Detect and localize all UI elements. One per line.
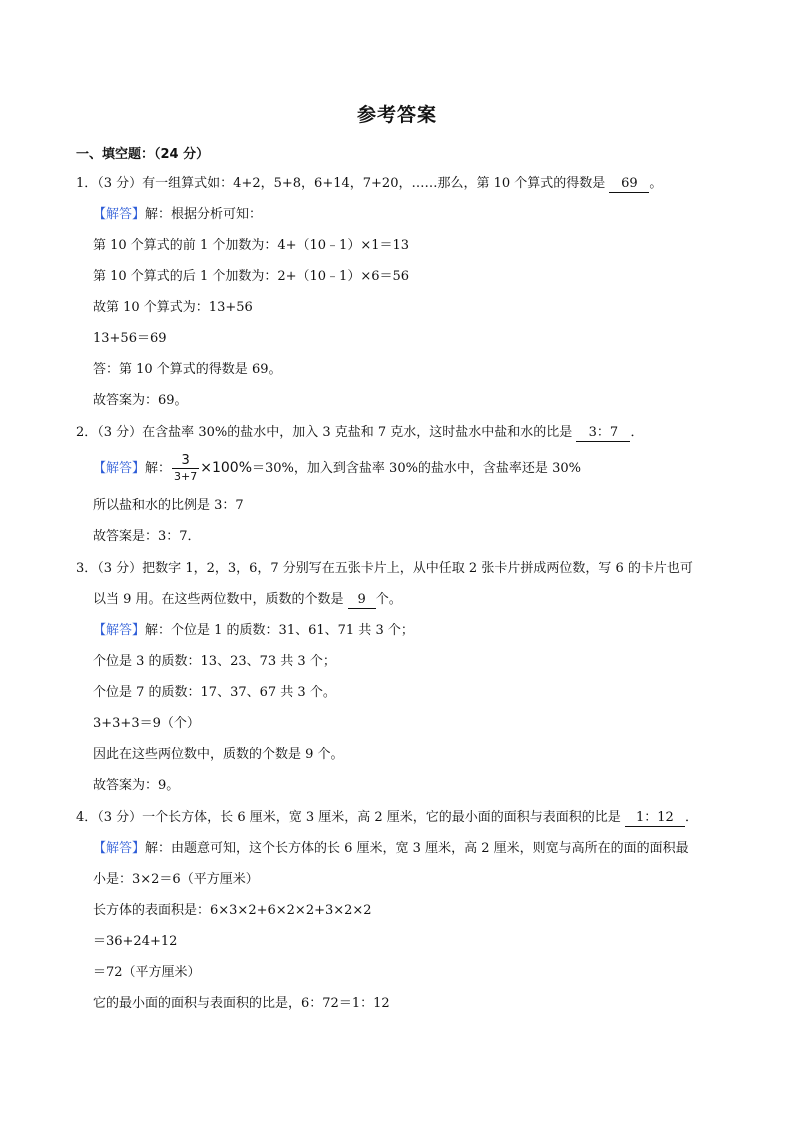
solution-line: 故答案为：9。 xyxy=(93,778,180,793)
question-number: 1． xyxy=(76,176,98,191)
question-end: 个。 xyxy=(375,592,402,607)
solution-line: 3+3+3＝9（个） xyxy=(93,716,200,731)
solution-line: 13+56＝69 xyxy=(93,331,167,346)
solution-line: 故答案为：69。 xyxy=(93,393,188,408)
fraction-denominator: 3+7 xyxy=(174,470,198,483)
question-text: （3 分）把数字 1，2，3，6，7 分别写在五张卡片上，从中任取 2 张卡片拼成两位数，写 6 的卡片也可 xyxy=(97,561,693,576)
solution-line: 所以盐和水的比例是 3：7 xyxy=(93,498,244,513)
question-3 xyxy=(76,559,693,579)
question-number: 3． xyxy=(76,561,98,576)
solution-line: 第 10 个算式的后 1 个加数为：2+（10﹣1）×6＝56 xyxy=(93,269,410,284)
solution-line: 它的最小面的面积与表面积的比是，6：72＝1：12 xyxy=(93,996,390,1011)
solution-line: 故第 10 个算式为：13+56 xyxy=(93,300,253,315)
answer-blank: 3：7 xyxy=(576,424,630,442)
solution-line: 【解答】解：个位是 1 的质数：31、61、71 共 3 个； xyxy=(93,623,414,638)
fraction xyxy=(172,453,199,484)
answer-blank: 1：12 xyxy=(625,809,685,827)
question-text: （3 分）一个长方体，长 6 厘米，宽 3 厘米，高 2 厘米，它的最小面的面积与表面积的比是 xyxy=(97,810,621,825)
question-end: ． xyxy=(684,810,698,825)
question-4 xyxy=(76,808,698,828)
answer-tag: 【解答】 xyxy=(93,461,146,476)
solution-line: 答：第 10 个算式的得数是 69。 xyxy=(93,362,282,377)
solution-line: 个位是 7 的质数：17、37、67 共 3 个。 xyxy=(93,685,336,700)
solution-line: 个位是 3 的质数：13、23、73 共 3 个； xyxy=(93,654,336,669)
answer-blank: 69 xyxy=(609,175,649,193)
answer-tag: 【解答】 xyxy=(93,623,146,638)
solution-line: 第 10 个算式的前 1 个加数为：4+（10﹣1）×1＝13 xyxy=(93,238,410,253)
solution-line: 【解答】解： $\frac{3}{3+7}$ ×100%＝30%，加入到含盐率 30%的盐水中，含盐率还是 30% xyxy=(93,453,581,483)
section-heading: 一、填空题：（24 分） xyxy=(76,147,210,162)
solution-line: 因此在这些两位数中，质数的个数是 9 个。 xyxy=(93,747,344,762)
solution-line: 【解答】解：由题意可知，这个长方体的长 6 厘米，宽 3 厘米，高 2 厘米，则宽与高所在的面的面积最 xyxy=(93,841,689,856)
question-number: 4． xyxy=(76,810,98,825)
fraction-numerator: 3 xyxy=(181,453,190,468)
solution-line: ＝72（平方厘米） xyxy=(93,965,201,980)
question-number: 2． xyxy=(76,425,98,440)
question-end: 。 xyxy=(649,176,663,191)
question-text: 以当 9 用。在这些两位数中，质数的个数是 xyxy=(93,592,344,607)
question-text: （3 分）在含盐率 30%的盐水中，加入 3 克盐和 7 克水，这时盐水中盐和水的比是 xyxy=(97,425,573,440)
question-2 xyxy=(76,423,643,443)
solution-line: 故答案是：3：7． xyxy=(93,529,201,544)
solution-line: 长方体的表面积是：6×3×2+6×2×2+3×2×2 xyxy=(93,903,372,918)
question-end: ． xyxy=(630,425,644,440)
question-text: （3 分）有一组算式如：4+2，5+8，6+14，7+20，……那么，第 10 个算式的得数是 xyxy=(97,176,606,191)
answer-blank: 9 xyxy=(348,591,376,609)
answer-tag: 【解答】 xyxy=(93,207,146,222)
question-1 xyxy=(76,174,662,194)
solution-line: ＝36+24+12 xyxy=(93,934,178,949)
question-3-cont xyxy=(93,590,402,610)
solution-line: 小是：3×2＝6（平方厘米） xyxy=(93,872,259,887)
page-title: 参考答案 xyxy=(356,104,437,126)
solution-line: 【解答】解：根据分析可知： xyxy=(93,207,263,222)
multiply-percent: ×100% xyxy=(200,460,253,476)
answer-tag: 【解答】 xyxy=(93,841,146,856)
